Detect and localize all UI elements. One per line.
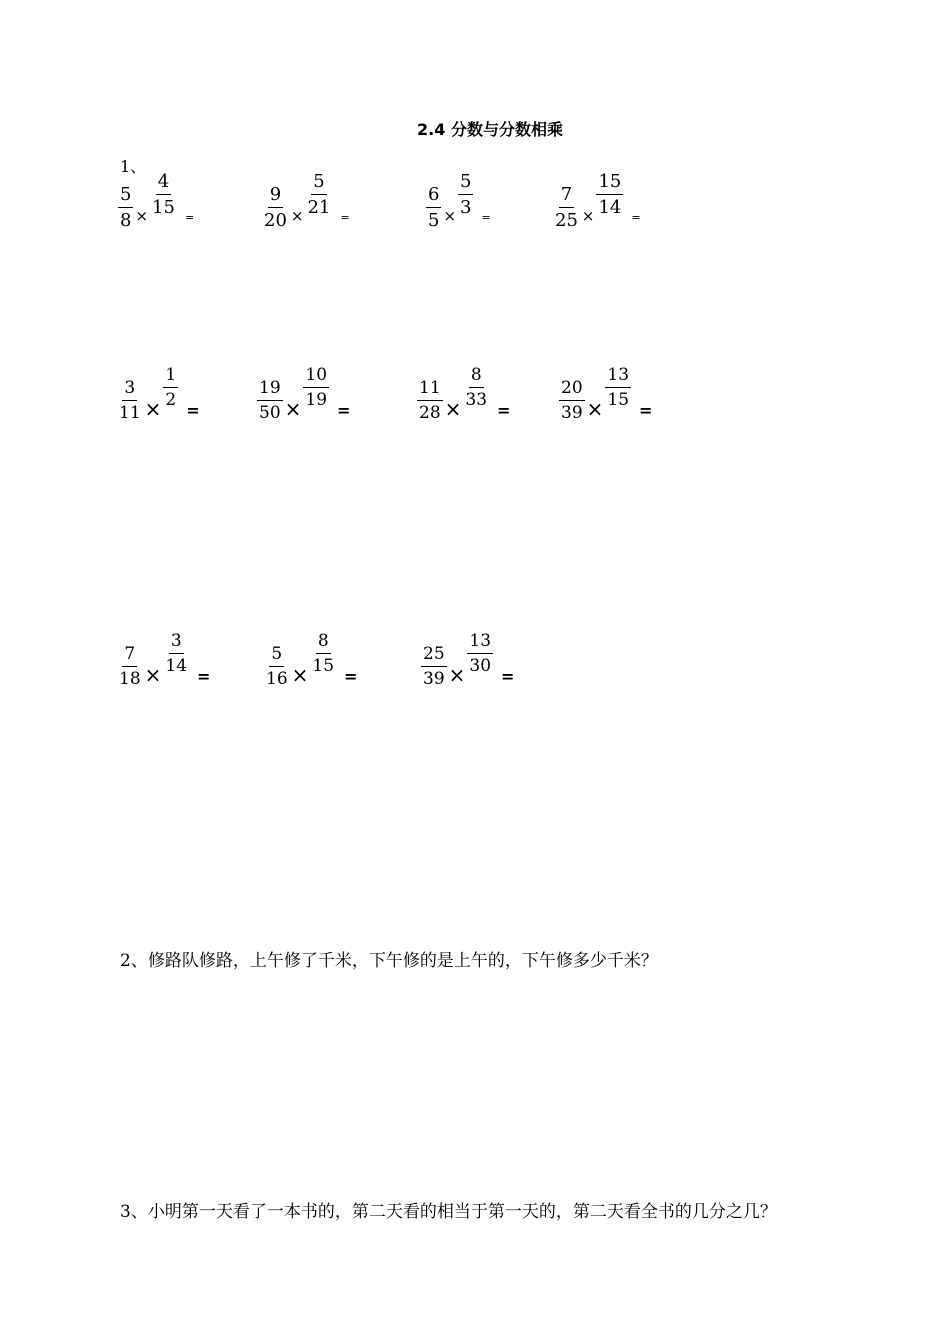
- times-sign: ×: [144, 663, 162, 687]
- times-sign: ×: [444, 397, 462, 421]
- fraction: [117, 646, 143, 688]
- numerator: 5: [311, 173, 326, 195]
- numerator: 5: [269, 646, 284, 667]
- equals-sign: =: [631, 210, 641, 224]
- problem: [117, 631, 211, 689]
- equals-sign: =: [501, 666, 515, 686]
- fraction: [118, 186, 133, 230]
- fraction: [458, 173, 473, 217]
- denominator: 11: [119, 403, 141, 423]
- problem: [118, 171, 195, 231]
- fraction: [559, 380, 585, 422]
- page-title: 2.4 分数与分数相乘: [417, 120, 563, 139]
- numerator: 7: [559, 186, 574, 208]
- denominator: 15: [312, 656, 335, 676]
- denominator: 33: [465, 390, 488, 410]
- equals-sign: =: [344, 666, 358, 686]
- times-sign: ×: [291, 663, 309, 687]
- times-sign: ×: [135, 207, 149, 225]
- denominator: 39: [423, 669, 445, 689]
- times-sign: ×: [290, 207, 304, 225]
- fraction: [605, 367, 631, 409]
- fraction: [163, 633, 189, 675]
- numerator: 8: [316, 633, 331, 654]
- numerator: 20: [559, 380, 585, 401]
- numerator: 1: [163, 367, 178, 388]
- numerator: 4: [156, 173, 171, 195]
- denominator: 5: [428, 210, 440, 231]
- numerator: 8: [469, 367, 484, 388]
- fraction: [305, 173, 332, 217]
- numerator: 19: [257, 380, 283, 401]
- fraction: [553, 186, 580, 230]
- numerator: 25: [421, 646, 447, 667]
- denominator: 3: [460, 197, 472, 218]
- fraction: [421, 646, 447, 688]
- numerator: 10: [303, 367, 329, 388]
- denominator: 20: [264, 210, 287, 231]
- denominator: 19: [305, 390, 328, 410]
- times-sign: ×: [581, 207, 595, 225]
- problem: [262, 171, 350, 231]
- times-sign: ×: [443, 207, 457, 225]
- problem: [117, 365, 200, 423]
- fraction: [463, 367, 489, 409]
- equals-sign: =: [340, 210, 350, 224]
- fraction: [303, 367, 329, 409]
- fraction: [264, 646, 290, 688]
- numerator: 3: [122, 380, 137, 401]
- fraction: [310, 633, 336, 675]
- denominator: 28: [419, 403, 441, 423]
- equals-sign: =: [497, 400, 511, 420]
- numerator: 7: [122, 646, 137, 667]
- equals-sign: =: [481, 210, 491, 224]
- times-sign: ×: [448, 663, 466, 687]
- fraction: [417, 380, 443, 422]
- problem: [257, 365, 351, 423]
- equals-sign: =: [639, 400, 653, 420]
- denominator: 21: [307, 197, 331, 218]
- problem: [426, 171, 491, 231]
- numerator: 9: [268, 186, 283, 208]
- fraction: [163, 367, 178, 409]
- numerator: 15: [596, 173, 623, 195]
- denominator: 8: [120, 210, 132, 231]
- fraction: [596, 173, 623, 217]
- numerator: 11: [417, 380, 443, 401]
- denominator: 16: [266, 669, 288, 689]
- denominator: 39: [561, 403, 583, 423]
- fraction: [257, 380, 283, 422]
- fraction: [467, 633, 493, 675]
- problem: [421, 631, 515, 689]
- denominator: 14: [598, 197, 622, 218]
- question-3: 3、小明第一天看了一本书的，第二天看的相当于第一天的，第二天看全书的几分之几？: [120, 1202, 777, 1222]
- problem: [553, 171, 641, 231]
- numerator: 13: [605, 367, 631, 388]
- numerator: 13: [467, 633, 493, 654]
- times-sign: ×: [144, 397, 162, 421]
- numerator: 3: [169, 633, 184, 654]
- fraction: [150, 173, 177, 217]
- equals-sign: =: [337, 400, 351, 420]
- equals-sign: =: [184, 210, 195, 224]
- denominator: 15: [607, 390, 630, 410]
- section-1-label: 1、: [120, 157, 147, 176]
- fraction: [117, 380, 143, 422]
- fraction: [426, 186, 441, 230]
- fraction: [262, 186, 289, 230]
- problem: [559, 365, 653, 423]
- numerator: 5: [118, 186, 133, 208]
- denominator: 2: [165, 390, 177, 410]
- problem: [264, 631, 358, 689]
- denominator: 14: [165, 656, 188, 676]
- denominator: 18: [119, 669, 141, 689]
- equals-sign: =: [186, 400, 200, 420]
- denominator: 25: [555, 210, 578, 231]
- times-sign: ×: [284, 397, 302, 421]
- equals-sign: =: [197, 666, 211, 686]
- numerator: 5: [458, 173, 473, 195]
- denominator: 50: [259, 403, 281, 423]
- question-2: 2、修路队修路，上午修了千米，下午修的是上午的，下午修多少千米？: [120, 951, 658, 971]
- denominator: 15: [152, 197, 175, 218]
- numerator: 6: [426, 186, 441, 208]
- denominator: 30: [469, 656, 492, 676]
- times-sign: ×: [586, 397, 604, 421]
- problem: [417, 365, 511, 423]
